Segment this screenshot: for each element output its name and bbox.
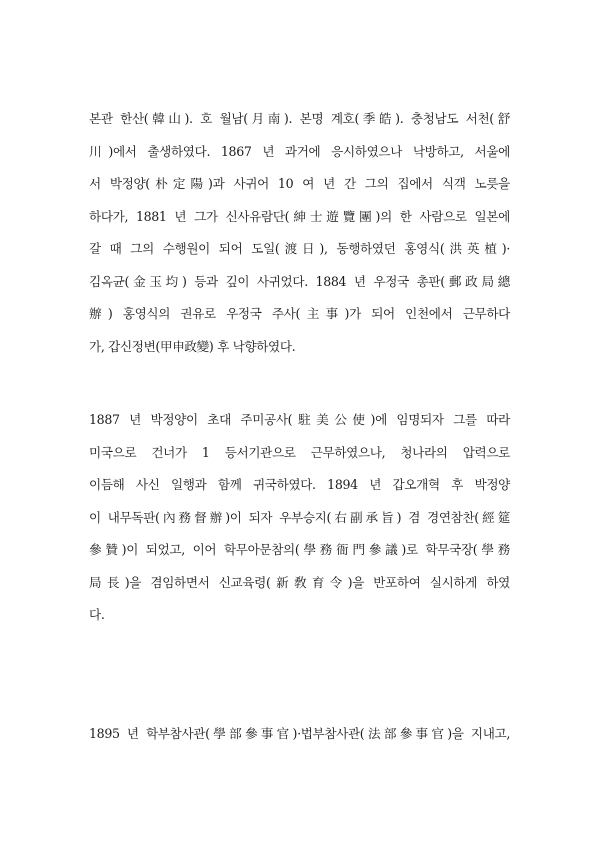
text-line: 서 박정양(朴定陽)과 사귀어 10 여 년 간 그의 집에서 식객 노릇을 — [89, 176, 510, 191]
text-line: 미국으로 건너가 1 등서기관으로 근무하였으나, 청나라의 압력으로 — [89, 444, 510, 460]
text-line: 다. — [89, 607, 105, 622]
text-line: 參贊)이 되었고, 이어 학무아문참의(學務衙門參議)로 학무국장(學務 — [89, 542, 510, 557]
text-line: 하다가, 1881 년 그가 신사유람단(紳士遊覽團)의 한 사람으로 일본에 — [89, 208, 510, 224]
text-line: 이 내무독판(內務督辦)이 되자 우부승지(右副承旨) 겸 경연참찬(經筵 — [89, 509, 510, 525]
text-line: 가, 갑신정변(甲申政變) 후 낙향하였다. — [89, 338, 296, 354]
paragraph-biography-early — [89, 103, 510, 363]
text-line: 辦) 홍영식의 권유로 우정국 주사(主事)가 되어 인천에서 근무하다 — [89, 306, 510, 321]
text-line: 김옥균(金玉均) 등과 깊이 사귀었다. 1884 년 우정국 총판(郵政局總 — [89, 273, 510, 289]
text-line: 본관 한산(韓山). 호 월남(月南). 본명 계호(季皓). 충청남도 서천(舒 — [89, 111, 510, 126]
paragraph-biography-1895 — [89, 718, 510, 751]
paragraph-biography-1887 — [89, 404, 510, 632]
text-line: 갈 때 그의 수행원이 되어 도일(渡日), 동행하였던 홍영식(洪英植)· — [89, 241, 510, 256]
text-line: 川)에서 출생하였다. 1867 년 과거에 응시하였으나 낙방하고, 서울에 — [89, 143, 510, 159]
text-line: 局長)을 겸임하면서 신교육령(新敎育令)을 반포하여 실시하게 하였 — [89, 574, 510, 590]
text-line: 1887 년 박정양이 초대 주미공사(駐美公使)에 임명되자 그를 따라 — [89, 412, 510, 427]
text-line: 이듬해 사신 일행과 함께 귀국하였다. 1894 년 갑오개혁 후 박정양 — [89, 477, 510, 492]
text-line: 1895 년 학부참사관(學部參事官)·법부참사관(法部參事官)을 지내고, — [89, 726, 510, 741]
